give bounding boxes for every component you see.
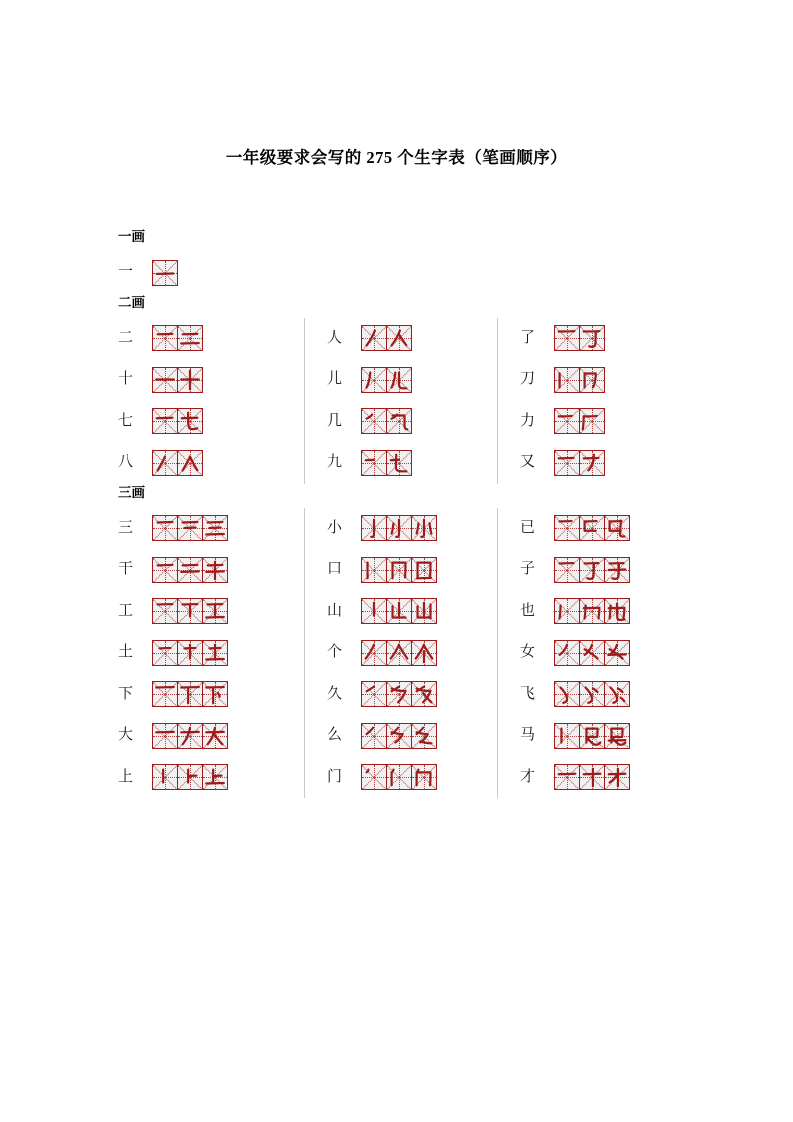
stroke-drawing: [203, 724, 227, 748]
stroke-cell: [386, 640, 412, 666]
stroke-cell: [177, 515, 203, 541]
character-label: 门: [327, 768, 343, 785]
character-row: [327, 318, 497, 360]
stroke-cell: [579, 408, 605, 434]
character-row: [118, 401, 304, 443]
stroke-drawing: [153, 641, 177, 665]
character-column: [118, 252, 304, 294]
stroke-drawing: [412, 641, 436, 665]
stroke-cell: [411, 681, 437, 707]
stroke-cell: [579, 723, 605, 749]
stroke-drawing: [387, 724, 411, 748]
stroke-drawing: [555, 682, 579, 706]
character-row: [327, 715, 497, 757]
character-label: 工: [118, 602, 134, 619]
stroke-cell: [386, 598, 412, 624]
stroke-drawing: [580, 724, 604, 748]
stroke-cell: [177, 557, 203, 583]
stroke-order-strip: [152, 408, 203, 434]
stroke-order-strip: [554, 598, 630, 624]
stroke-cell: [604, 515, 630, 541]
character-label: 马: [520, 727, 536, 744]
stroke-cell: [554, 450, 580, 476]
stroke-drawing: [387, 368, 411, 392]
stroke-drawing: [178, 409, 202, 433]
stroke-cell: [579, 764, 605, 790]
character-row: [327, 442, 497, 484]
stroke-drawing: [387, 516, 411, 540]
character-label: 八: [118, 454, 134, 471]
stroke-cell: [202, 598, 228, 624]
stroke-cell: [386, 557, 412, 583]
stroke-cell: [579, 325, 605, 351]
character-row: [327, 359, 497, 401]
character-label: 子: [520, 561, 536, 578]
stroke-order-strip: [152, 764, 228, 790]
character-row: [520, 318, 690, 360]
stroke-drawing: [362, 451, 386, 475]
stroke-cell: [579, 367, 605, 393]
stroke-drawing: [203, 558, 227, 582]
character-label: 几: [327, 412, 343, 429]
stroke-drawing: [153, 599, 177, 623]
stroke-cell: [604, 640, 630, 666]
character-label: 刀: [520, 371, 536, 388]
stroke-order-strip: [361, 325, 412, 351]
character-row: [327, 401, 497, 443]
stroke-cell: [411, 764, 437, 790]
character-row: [327, 674, 497, 716]
character-label: 飞: [520, 685, 536, 702]
section-columns: [118, 508, 698, 799]
stroke-cell: [361, 450, 387, 476]
character-row: [520, 632, 690, 674]
stroke-drawing: [605, 765, 629, 789]
stroke-order-strip: [152, 325, 203, 351]
stroke-drawing: [362, 682, 386, 706]
stroke-cell: [386, 723, 412, 749]
character-label: 土: [118, 644, 134, 661]
character-column: [304, 318, 497, 484]
stroke-cell: [579, 681, 605, 707]
stroke-drawing: [387, 641, 411, 665]
stroke-drawing: [153, 765, 177, 789]
stroke-drawing: [362, 724, 386, 748]
stroke-drawing: [580, 765, 604, 789]
stroke-drawing: [153, 409, 177, 433]
stroke-cell: [554, 681, 580, 707]
stroke-cell: [361, 557, 387, 583]
character-row: [118, 508, 304, 550]
stroke-cell: [177, 598, 203, 624]
character-row: [327, 508, 497, 550]
character-column: [118, 318, 304, 484]
stroke-order-strip: [554, 515, 630, 541]
stroke-drawing: [153, 558, 177, 582]
stroke-cell: [386, 408, 412, 434]
stroke-order-strip: [361, 764, 437, 790]
stroke-cell: [361, 598, 387, 624]
stroke-order-strip: [152, 640, 228, 666]
character-column: [118, 508, 304, 799]
character-label: 三: [118, 519, 134, 536]
stroke-order-strip: [361, 681, 437, 707]
stroke-drawing: [203, 682, 227, 706]
stroke-drawing: [153, 368, 177, 392]
character-row: [118, 359, 304, 401]
stroke-drawing: [580, 558, 604, 582]
stroke-order-strip: [554, 367, 605, 393]
section-columns: [118, 252, 698, 294]
character-column: [497, 508, 690, 799]
stroke-drawing: [178, 765, 202, 789]
character-row: [327, 591, 497, 633]
stroke-drawing: [153, 516, 177, 540]
stroke-count-section: [118, 228, 698, 294]
stroke-cell: [554, 515, 580, 541]
stroke-drawing: [555, 765, 579, 789]
stroke-drawing: [555, 724, 579, 748]
character-label: 力: [520, 412, 536, 429]
stroke-cell: [386, 450, 412, 476]
character-label: 二: [118, 329, 134, 346]
stroke-drawing: [203, 599, 227, 623]
stroke-drawing: [555, 326, 579, 350]
stroke-cell: [604, 598, 630, 624]
character-label: 十: [118, 371, 134, 388]
stroke-drawing: [555, 641, 579, 665]
character-label: 大: [118, 727, 134, 744]
stroke-drawing: [580, 682, 604, 706]
stroke-drawing: [387, 558, 411, 582]
stroke-drawing: [153, 326, 177, 350]
character-label: 才: [520, 768, 536, 785]
stroke-cell: [152, 408, 178, 434]
stroke-order-strip: [152, 367, 203, 393]
character-label: 下: [118, 685, 134, 702]
stroke-count-section: [118, 484, 698, 799]
character-row: [118, 674, 304, 716]
stroke-drawing: [387, 765, 411, 789]
stroke-cell: [554, 408, 580, 434]
stroke-drawing: [555, 516, 579, 540]
stroke-drawing: [605, 724, 629, 748]
stroke-cell: [386, 367, 412, 393]
stroke-cell: [604, 764, 630, 790]
stroke-order-strip: [361, 515, 437, 541]
stroke-drawing: [555, 558, 579, 582]
stroke-order-strip: [554, 640, 630, 666]
character-row: [520, 401, 690, 443]
stroke-cell: [152, 367, 178, 393]
character-label: 七: [118, 412, 134, 429]
character-row: [520, 549, 690, 591]
stroke-cell: [361, 515, 387, 541]
stroke-cell: [604, 723, 630, 749]
character-row: [118, 757, 304, 799]
character-label: 又: [520, 454, 536, 471]
character-label: 已: [520, 519, 536, 536]
stroke-order-strip: [361, 450, 412, 476]
character-row: [327, 549, 497, 591]
stroke-drawing: [605, 516, 629, 540]
stroke-drawing: [362, 409, 386, 433]
stroke-order-strip: [361, 367, 412, 393]
stroke-drawing: [555, 409, 579, 433]
character-label: 一: [118, 264, 134, 281]
stroke-order-strip: [554, 723, 630, 749]
stroke-cell: [202, 557, 228, 583]
stroke-cell: [554, 640, 580, 666]
stroke-cell: [579, 450, 605, 476]
stroke-cell: [554, 557, 580, 583]
stroke-drawing: [178, 641, 202, 665]
stroke-cell: [152, 764, 178, 790]
stroke-order-strip: [152, 723, 228, 749]
character-column: [497, 318, 690, 484]
stroke-drawing: [412, 765, 436, 789]
character-row: [520, 442, 690, 484]
stroke-cell: [361, 408, 387, 434]
stroke-drawing: [203, 641, 227, 665]
stroke-cell: [604, 557, 630, 583]
stroke-drawing: [387, 451, 411, 475]
stroke-order-strip: [554, 557, 630, 583]
stroke-cell: [554, 325, 580, 351]
stroke-cell: [177, 723, 203, 749]
stroke-order-strip: [554, 764, 630, 790]
stroke-drawing: [362, 599, 386, 623]
stroke-cell: [386, 764, 412, 790]
stroke-cell: [386, 325, 412, 351]
stroke-cell: [152, 557, 178, 583]
stroke-drawing: [412, 599, 436, 623]
stroke-cell: [411, 557, 437, 583]
character-label: 人: [327, 329, 343, 346]
stroke-drawing: [153, 682, 177, 706]
stroke-drawing: [555, 368, 579, 392]
stroke-order-strip: [152, 557, 228, 583]
character-row: [118, 632, 304, 674]
stroke-order-strip: [152, 450, 203, 476]
stroke-cell: [361, 367, 387, 393]
character-row: [520, 508, 690, 550]
stroke-drawing: [178, 599, 202, 623]
character-label: 小: [327, 519, 343, 536]
character-row: [520, 359, 690, 401]
character-label: 儿: [327, 371, 343, 388]
page-title: 一年级要求会写的 275 个生字表（笔画顺序）: [225, 148, 568, 167]
stroke-order-strip: [554, 450, 605, 476]
character-label: 山: [327, 602, 343, 619]
stroke-drawing: [580, 451, 604, 475]
stroke-drawing: [178, 516, 202, 540]
stroke-cell: [177, 325, 203, 351]
section-heading: 三画: [118, 484, 145, 500]
stroke-cell: [579, 557, 605, 583]
character-label: 口: [327, 561, 343, 578]
character-label: 九: [327, 454, 343, 471]
stroke-cell: [554, 367, 580, 393]
section-heading: 一画: [118, 229, 145, 244]
stroke-cell: [411, 723, 437, 749]
stroke-cell: [361, 681, 387, 707]
stroke-drawing: [605, 682, 629, 706]
stroke-cell: [554, 598, 580, 624]
stroke-cell: [177, 681, 203, 707]
stroke-cell: [361, 325, 387, 351]
stroke-order-strip: [152, 260, 178, 286]
stroke-order-strip: [554, 681, 630, 707]
stroke-drawing: [178, 558, 202, 582]
character-row: [118, 549, 304, 591]
stroke-order-strip: [152, 515, 228, 541]
stroke-drawing: [362, 368, 386, 392]
stroke-cell: [361, 723, 387, 749]
stroke-order-strip: [361, 408, 412, 434]
stroke-drawing: [412, 682, 436, 706]
stroke-cell: [152, 325, 178, 351]
stroke-order-strip: [152, 681, 228, 707]
stroke-drawing: [387, 682, 411, 706]
stroke-cell: [579, 515, 605, 541]
stroke-drawing: [153, 451, 177, 475]
stroke-drawing: [580, 409, 604, 433]
stroke-order-strip: [554, 325, 605, 351]
stroke-cell: [361, 764, 387, 790]
stroke-cell: [177, 450, 203, 476]
character-row: [520, 674, 690, 716]
stroke-drawing: [555, 451, 579, 475]
stroke-drawing: [178, 724, 202, 748]
section-heading: 二画: [118, 294, 145, 310]
character-label: 上: [118, 768, 134, 785]
stroke-drawing: [580, 516, 604, 540]
stroke-drawing: [362, 641, 386, 665]
stroke-cell: [202, 515, 228, 541]
stroke-drawing: [412, 558, 436, 582]
stroke-cell: [202, 764, 228, 790]
stroke-cell: [202, 681, 228, 707]
stroke-drawing: [580, 368, 604, 392]
character-label: 么: [327, 727, 343, 744]
stroke-drawing: [387, 599, 411, 623]
stroke-cell: [361, 640, 387, 666]
character-label: 干: [118, 561, 134, 578]
stroke-drawing: [362, 765, 386, 789]
stroke-cell: [411, 515, 437, 541]
stroke-drawing: [387, 326, 411, 350]
stroke-cell: [177, 640, 203, 666]
stroke-order-strip: [361, 557, 437, 583]
stroke-drawing: [362, 558, 386, 582]
stroke-cell: [554, 764, 580, 790]
character-row: [118, 591, 304, 633]
stroke-drawing: [153, 724, 177, 748]
stroke-order-strip: [361, 640, 437, 666]
character-label: 了: [520, 329, 536, 346]
stroke-cell: [386, 515, 412, 541]
stroke-drawing: [555, 599, 579, 623]
stroke-order-strip: [554, 408, 605, 434]
stroke-cell: [386, 681, 412, 707]
stroke-cell: [579, 598, 605, 624]
character-row: [327, 757, 497, 799]
stroke-order-strip: [361, 723, 437, 749]
stroke-order-strip: [152, 598, 228, 624]
character-label: 个: [327, 644, 343, 661]
stroke-cell: [152, 450, 178, 476]
stroke-cell: [152, 640, 178, 666]
character-label: 女: [520, 644, 536, 661]
character-label: 也: [520, 602, 536, 619]
character-column: [304, 508, 497, 799]
character-label: 久: [327, 685, 343, 702]
stroke-drawing: [153, 261, 177, 285]
character-row: [118, 252, 304, 294]
stroke-cell: [152, 515, 178, 541]
character-row: [118, 442, 304, 484]
stroke-drawing: [178, 326, 202, 350]
stroke-cell: [177, 764, 203, 790]
stroke-drawing: [178, 682, 202, 706]
stroke-drawing: [580, 641, 604, 665]
stroke-cell: [411, 598, 437, 624]
stroke-cell: [152, 723, 178, 749]
stroke-cell: [177, 408, 203, 434]
stroke-drawing: [605, 641, 629, 665]
character-row: [118, 715, 304, 757]
section-columns: [118, 318, 698, 484]
stroke-cell: [579, 640, 605, 666]
stroke-cell: [604, 681, 630, 707]
character-table: [118, 228, 698, 798]
character-row: [520, 591, 690, 633]
character-row: [327, 632, 497, 674]
stroke-drawing: [412, 516, 436, 540]
stroke-cell: [177, 367, 203, 393]
stroke-order-strip: [361, 598, 437, 624]
stroke-drawing: [362, 326, 386, 350]
character-row: [118, 318, 304, 360]
stroke-cell: [202, 640, 228, 666]
character-row: [520, 715, 690, 757]
stroke-cell: [152, 681, 178, 707]
stroke-drawing: [580, 326, 604, 350]
stroke-cell: [152, 260, 178, 286]
character-row: [520, 757, 690, 799]
stroke-drawing: [203, 516, 227, 540]
stroke-drawing: [362, 516, 386, 540]
stroke-cell: [202, 723, 228, 749]
stroke-drawing: [605, 558, 629, 582]
stroke-drawing: [178, 368, 202, 392]
stroke-drawing: [203, 765, 227, 789]
stroke-cell: [411, 640, 437, 666]
stroke-cell: [152, 598, 178, 624]
stroke-count-section: [118, 294, 698, 484]
stroke-drawing: [387, 409, 411, 433]
stroke-drawing: [178, 451, 202, 475]
stroke-drawing: [580, 599, 604, 623]
stroke-drawing: [605, 599, 629, 623]
stroke-cell: [554, 723, 580, 749]
stroke-drawing: [412, 724, 436, 748]
